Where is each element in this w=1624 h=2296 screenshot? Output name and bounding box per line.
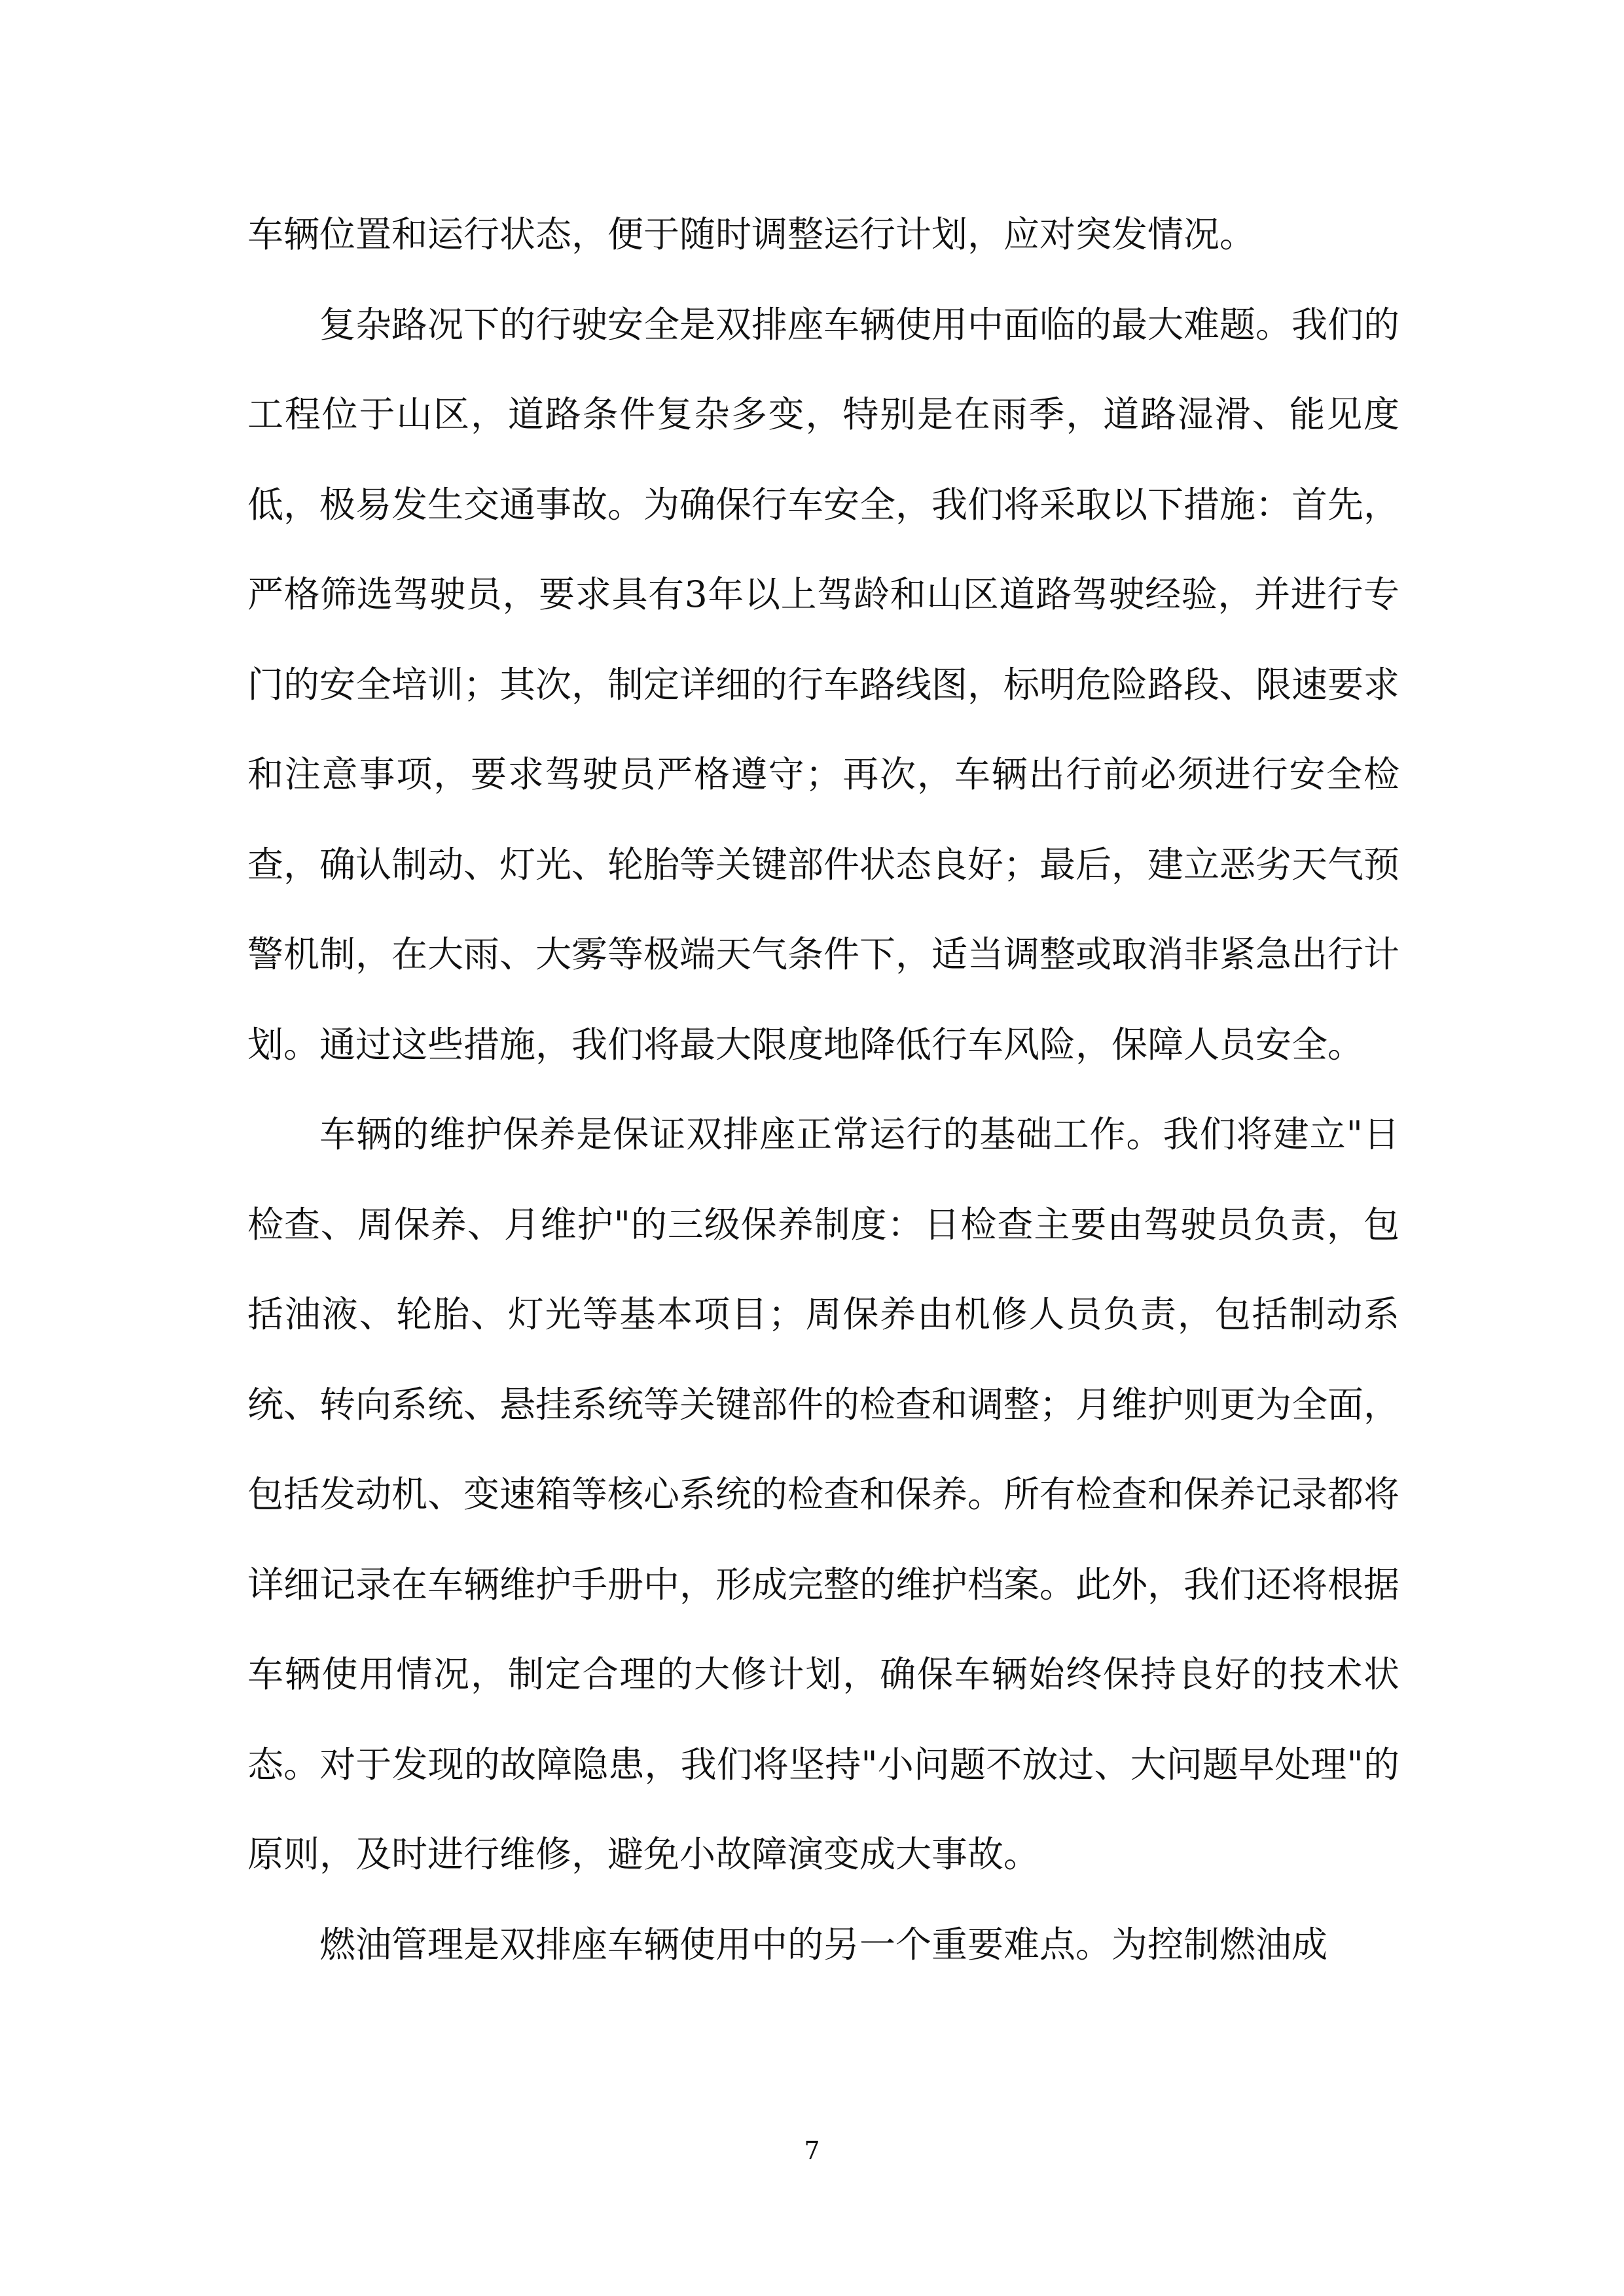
- paragraph-fuel-management: 燃油管理是双排座车辆使用中的另一个重要难点。为控制燃油成: [319, 1923, 1328, 1965]
- paragraph-vehicle-maintenance: 车辆的维护保养是保证双排座正常运行的基础工作。我们将建立"日检查、周保养、月维护"的三级保养制度：日检查主要由驾驶员负责，包括油液、轮胎、灯光等基本项目；周保养由机修人员负责，包括制动系统、转向系统、悬挂系统等关键部件的检查和调整；月维护则更为全面，包括发动机、变速箱等核心系统的检查和保养。所有检查和保养记录都将详细记录在车辆维护手册中，形成完整的维护档案。此外，我们还将根据车辆使用情况，制定合理的大修计划，确保车辆始终保持良好的技术状态。对于发现的故障隐患，我们将坚持"小问题不放过、大问题早处理"的原则，及时进行维修，避免小故障演变成大事故。: [247, 1113, 1400, 1875]
- paragraph-continued: 车辆位置和运行状态，便于随时调整运行计划，应对突发情况。: [247, 213, 1256, 255]
- page-number: 7: [804, 2136, 820, 2165]
- paragraph-driving-safety: 复杂路况下的行驶安全是双排座车辆使用中面临的最大难题。我们的工程位于山区，道路条件复杂多变，特别是在雨季，道路湿滑、能见度低，极易发生交通事故。为确保行车安全，我们将采取以下措施：首先，严格筛选驾驶员，要求具有3年以上驾龄和山区道路驾驶经验，并进行专门的安全培训；其次，制定详细的行车路线图，标明危险路段、限速要求和注意事项，要求驾驶员严格遵守；再次，车辆出行前必须进行安全检查，确认制动、灯光、轮胎等关键部件状态良好；最后，建立恶劣天气预警机制，在大雨、大雾等极端天气条件下，适当调整或取消非紧急出行计划。通过这些措施，我们将最大限度地降低行车风险，保障人员安全。: [247, 303, 1400, 1066]
- document-body: [247, 190, 1399, 1990]
